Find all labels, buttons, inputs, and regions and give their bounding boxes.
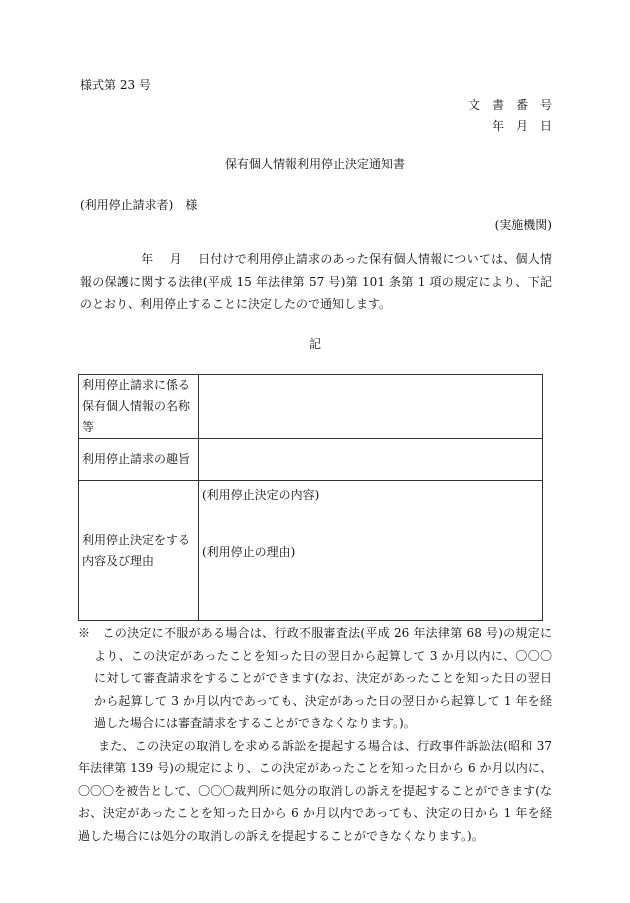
table-row: [79, 481, 543, 621]
note-lawsuit: また、この決定の取消しを求める訴訟を提起する場合は、行政事件訴訟法(昭和 37 年法律第 139 号)の規定により、この決定があったことを知った日から 6 か月以内に、〇〇〇を被告として、〇〇〇裁判所に処分の取消しの訴えを提起することができます(なお、決定があったことを知った日から 6 か月以内であっても、決定の日から 1 年を経過した場合には処分の取消しの訴えを提起することができなくなります。)。: [78, 738, 552, 843]
decision-table: [78, 374, 543, 621]
notes-section: [78, 622, 552, 847]
table-cell-label: 利用停止請求に係る保有個人情報の名称等: [79, 375, 199, 439]
table-cell-label: 利用停止請求の趣旨: [79, 439, 199, 481]
table-cell-value: [199, 439, 543, 481]
table-cell-value: [199, 481, 543, 621]
table-row: [79, 375, 543, 439]
decision-reason-label: (利用停止の理由): [202, 545, 296, 559]
date-line: 年 月 日: [491, 119, 552, 133]
table-cell-label: 利用停止決定をする内容及び理由: [79, 481, 199, 621]
note-appeal: ※ この決定に不服がある場合は、行政不服審査法(平成 26 年法律第 68 号)の規定により、この決定があったことを知った日の翌日から起算して 3 か月以内に、〇〇〇に対して審査請求をすることができます(なお、決定があったことを知った日の翌日から起算して 3 か月以内であっても、決定があった日の翌日から起算して 1 年を経過した場合には審査請求をすることができなくなります。)。: [78, 626, 552, 730]
decision-content-label: (利用停止決定の内容): [202, 488, 320, 502]
addressee: (利用停止請求者) 様: [80, 198, 198, 212]
form-number: 様式第 23 号: [80, 78, 151, 92]
ki-heading: 記: [308, 337, 321, 351]
document-title: 保有個人情報利用停止決定通知書: [224, 157, 405, 171]
table-cell-value: [199, 375, 543, 439]
table-row: [79, 439, 543, 481]
body-text: 年 月 日付けで利用停止請求のあった保有個人情報については、個人情報の保護に関する法律(平成 15 年法律第 57 号)第 101 条第 1 項の規定により、下記のとおり、利用停止することに決定したので通知します。: [80, 252, 552, 311]
issuing-agency: (実施機関): [494, 218, 552, 232]
document-number: 文 書 番 号: [467, 98, 552, 112]
